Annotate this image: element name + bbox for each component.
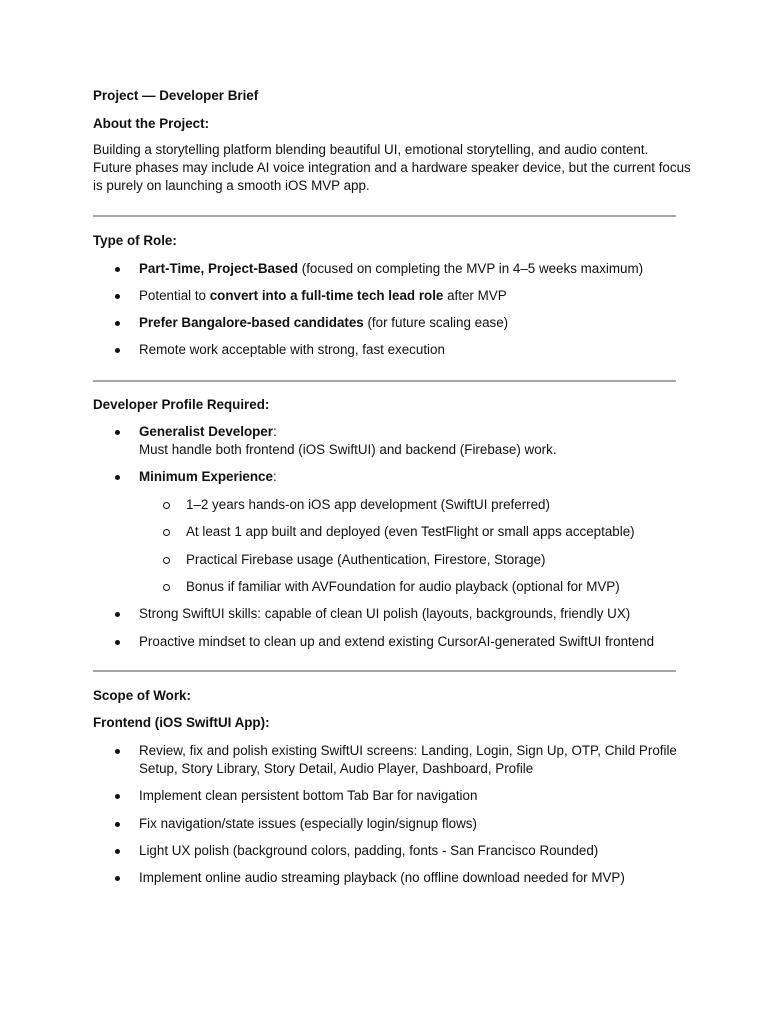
profile-list [93,423,676,653]
profile-heading: Developer Profile Required: [93,397,270,412]
bullet-icon [115,267,120,272]
bullet-icon [115,612,120,617]
bullet-icon [115,294,120,299]
sub-list-item-text: Bonus if familiar with AVFoundation for audio playback (optional for MVP) [186,579,620,594]
list-item-text: Review, fix and polish existing SwiftUI screens: Landing, Login, Sign Up, OTP, Child Profile [139,743,677,758]
section-divider [93,215,676,217]
bullet-icon [115,876,120,881]
sub-list-item-text: 1–2 years hands-on iOS app development (SwiftUI preferred) [186,497,550,512]
bullet-icon [115,822,120,827]
circle-bullet-icon [163,557,170,564]
list-item-text: Part-Time, Project-Based (focused on completing the MVP in 4–5 weeks maximum) [139,261,644,276]
scope-list [93,742,676,892]
circle-bullet-icon [163,584,170,591]
list-item-text: Implement online audio streaming playback (no offline download needed for MVP) [139,870,625,885]
list-item-text: Minimum Experience: [139,469,277,484]
about-line: is purely on launching a smooth iOS MVP app. [93,178,370,193]
bullet-icon [115,430,120,435]
list-item-text: Generalist Developer: [139,424,277,439]
list-item-text: Potential to convert into a full-time tech lead role after MVP [139,288,507,303]
circle-bullet-icon [163,529,170,536]
document-title: Project — Developer Brief [93,88,259,103]
list-item-text: Light UX polish (background colors, padding, fonts - San Francisco Rounded) [139,843,599,858]
section-divider [93,380,676,382]
list-item-text: Must handle both frontend (iOS SwiftUI) and backend (Firebase) work. [139,442,557,457]
about-paragraph [93,141,691,195]
list-item-text: Strong SwiftUI skills: capable of clean UI polish (layouts, backgrounds, friendly UX) [139,606,631,621]
sub-list-item-text: Practical Firebase usage (Authentication, Firestore, Storage) [186,552,546,567]
bullet-icon [115,348,120,353]
list-item-text: Implement clean persistent bottom Tab Bar for navigation [139,788,478,803]
scope-heading: Scope of Work: [93,688,191,703]
bullet-icon [115,794,120,799]
circle-bullet-icon [163,502,170,509]
list-item-text: Prefer Bangalore-based candidates (for future scaling ease) [139,315,509,330]
list-item-text: Remote work acceptable with strong, fast execution [139,342,445,357]
list-item-text: Setup, Story Library, Story Detail, Audio Player, Dashboard, Profile [139,761,534,776]
bullet-icon [115,475,120,480]
role-list [93,260,676,370]
about-line: Future phases may include AI voice integration and a hardware speaker device, but the current focus [93,160,691,175]
list-item-text: Proactive mindset to clean up and extend existing CursorAI-generated SwiftUI frontend [139,634,655,649]
bullet-icon [115,749,120,754]
about-line: Building a storytelling platform blending beautiful UI, emotional storytelling, and audio content. [93,142,649,157]
frontend-heading: Frontend (iOS SwiftUI App): [93,715,270,730]
list-item-text: Fix navigation/state issues (especially login/signup flows) [139,816,477,831]
role-heading: Type of Role: [93,233,177,248]
about-heading: About the Project: [93,116,210,131]
section-divider [93,670,676,672]
bullet-icon [115,849,120,854]
bullet-icon [115,640,120,645]
sub-list-item-text: At least 1 app built and deployed (even TestFlight or small apps acceptable) [186,524,635,539]
bullet-icon [115,321,120,326]
